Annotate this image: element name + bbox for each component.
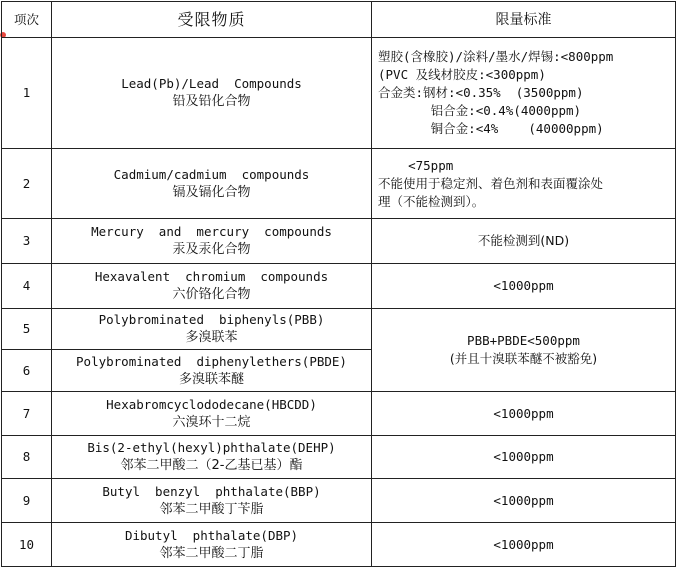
table-row [2, 219, 676, 264]
header-restricted-substance: 受限物质 [52, 2, 372, 38]
table-row [2, 309, 676, 350]
substance-english: Mercury and mercury compounds [91, 224, 332, 239]
limit-line: <75ppm [378, 157, 454, 173]
limit-cell: <1000ppm [372, 479, 676, 523]
substance-chinese: 六溴环十二烷 [172, 414, 251, 430]
table-row [2, 38, 676, 149]
limit-cell: <1000ppm [372, 436, 676, 479]
limit-cell [372, 149, 676, 219]
substance-chinese: 镉及镉化合物 [172, 184, 251, 200]
row-number: 10 [2, 523, 52, 567]
row-number: 1 [2, 38, 52, 149]
substance-english: Hexabromcyclododecane(HBCDD) [106, 396, 317, 412]
row-number: 8 [2, 436, 52, 479]
substance-chinese: 六价铬化合物 [172, 287, 251, 302]
limit-cell: <1000ppm [372, 264, 676, 309]
substance-cell [52, 523, 372, 567]
row-number: 3 [2, 219, 52, 264]
limit-line: 合金类:钢材:<0.35% (3500ppm) [378, 85, 584, 100]
substance-cell [52, 219, 372, 264]
row-number: 2 [2, 149, 52, 219]
limit-line: 铜合金:<4% (40000ppm) [378, 121, 604, 136]
substance-english: Lead(Pb)/Lead Compounds [121, 76, 302, 91]
table-row [2, 149, 676, 219]
table-row [2, 523, 676, 567]
substance-cell [52, 479, 372, 523]
row-number: 7 [2, 392, 52, 436]
substance-cell [52, 392, 372, 436]
table-header-row [2, 2, 676, 38]
substance-cell [52, 264, 372, 309]
substance-english: Bis(2-ethyl(hexyl)phthalate(DEHP) [87, 440, 336, 455]
table-row [2, 436, 676, 479]
substance-chinese: 铅及铅化合物 [172, 94, 251, 109]
substance-english: Cadmium/cadmium compounds [113, 166, 310, 182]
row-number: 4 [2, 264, 52, 309]
substance-english: Polybrominated biphenyls(PBB) [98, 312, 325, 327]
table-row [2, 392, 676, 436]
substance-cell [52, 436, 372, 479]
substance-chinese: 汞及汞化合物 [172, 242, 251, 257]
substance-chinese: 多溴联苯 [185, 330, 238, 345]
substance-chinese: 邻苯二甲酸丁苄脂 [159, 501, 264, 517]
substance-english: Hexavalent chromium compounds [94, 269, 329, 284]
limit-cell-merged [372, 309, 676, 392]
row-number: 6 [2, 350, 52, 392]
limit-cell: 不能检测到(ND) [372, 219, 676, 264]
limit-line: PBB+PBDE<500ppm [467, 333, 580, 348]
substance-cell [52, 350, 372, 392]
limit-line: 塑胶(含橡胶)/涂料/墨水/焊锡:<800ppm [378, 49, 614, 64]
limit-cell: <1000ppm [372, 392, 676, 436]
row-number: 5 [2, 309, 52, 350]
substance-english: Dibutyl phthalate(DBP) [124, 527, 299, 543]
limit-line: (PVC 及线材胶皮:<300ppm) [378, 67, 546, 82]
row-number: 9 [2, 479, 52, 523]
limit-cell [372, 38, 676, 149]
table-row [2, 479, 676, 523]
substance-english: Polybrominated diphenylethers(PBDE) [76, 353, 347, 369]
substance-english: Butyl benzyl phthalate(BBP) [102, 483, 321, 499]
substance-chinese: 邻苯二甲酸二（2-乙基已基）酯 [120, 458, 303, 473]
table-row [2, 264, 676, 309]
substance-chinese: 邻苯二甲酸二丁脂 [159, 545, 264, 561]
limit-line: 理（不能检测到）。 [378, 193, 485, 209]
limit-line: (并且十溴联苯醚不被豁免) [449, 351, 598, 366]
substance-chinese: 多溴联苯醚 [178, 371, 244, 387]
restricted-substances-table [1, 1, 676, 567]
substance-cell [52, 149, 372, 219]
limit-line: 铝合金:<0.4%(4000ppm) [378, 103, 582, 118]
header-limit-standard: 限量标准 [372, 2, 676, 38]
limit-cell: <1000ppm [372, 523, 676, 567]
limit-line: 不能使用于稳定剂、着色剂和表面覆涂处 [378, 175, 604, 191]
substance-cell [52, 38, 372, 149]
substance-cell [52, 309, 372, 350]
header-item-no: 项次 [2, 2, 52, 38]
